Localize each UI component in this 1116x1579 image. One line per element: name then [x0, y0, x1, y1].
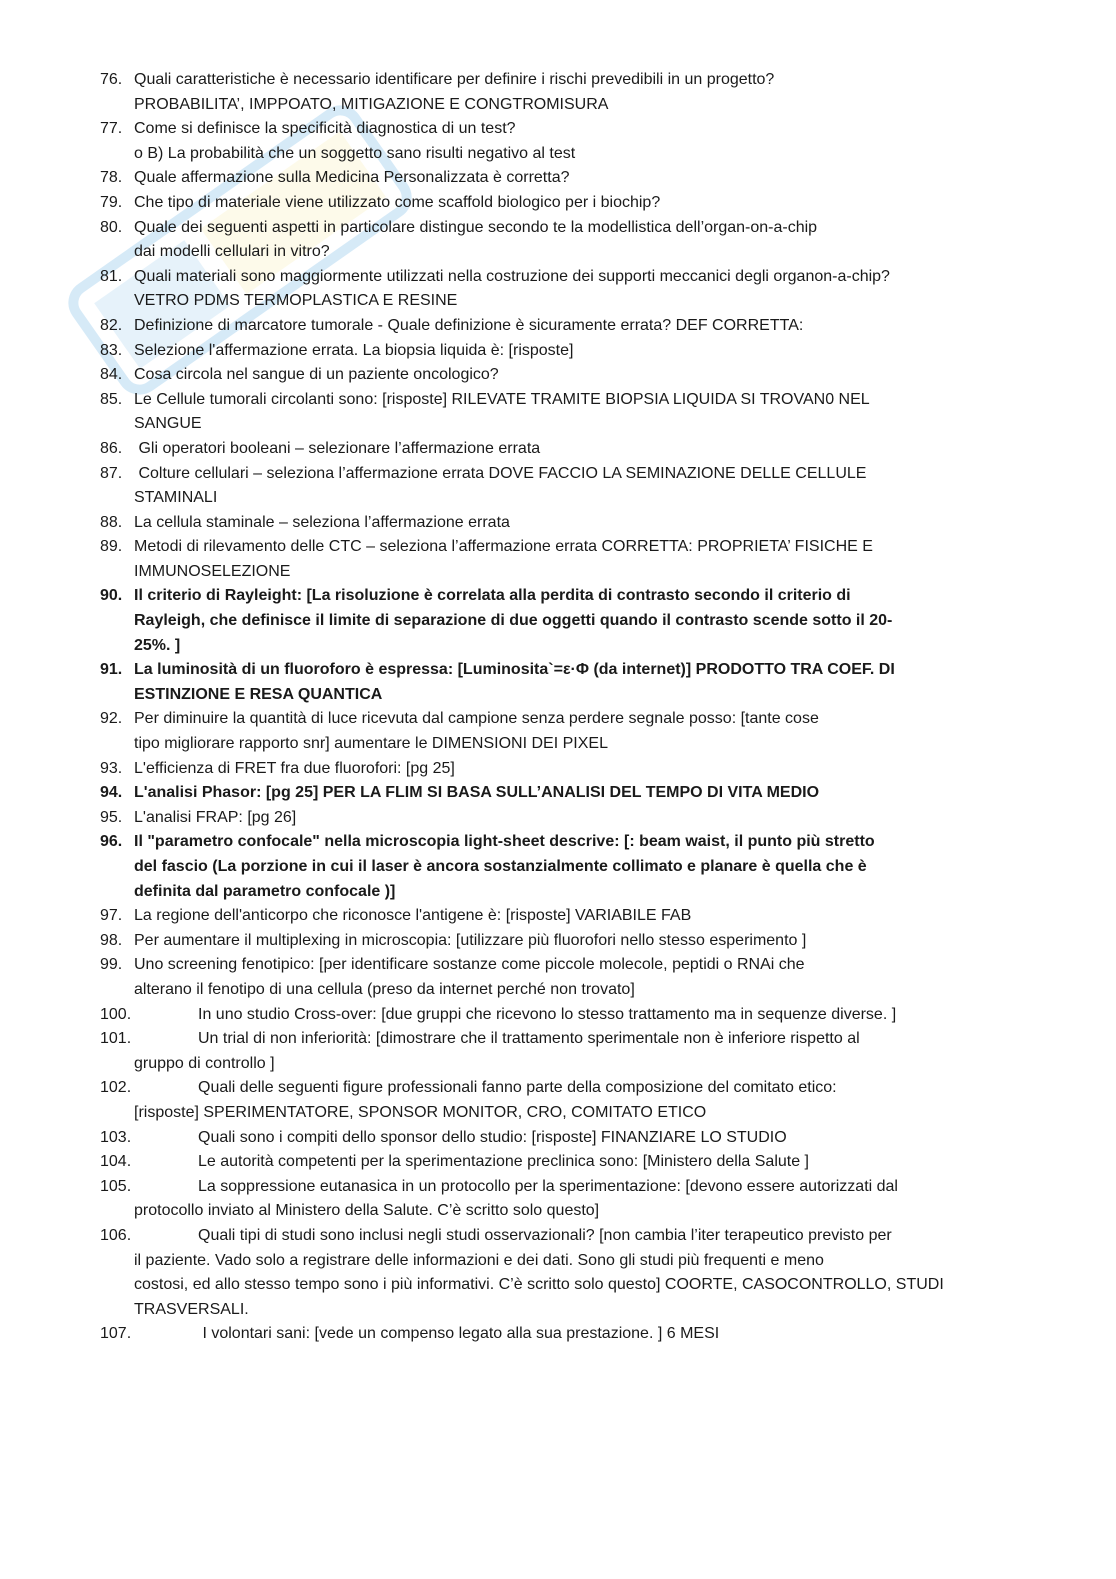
- list-item: [100, 584, 1060, 658]
- list-item: [100, 535, 1060, 584]
- item-number: 107.: [100, 1325, 132, 1343]
- list-item: [100, 339, 1060, 364]
- item-text: [100, 1322, 1060, 1347]
- item-line: L'efficienza di FRET fra due fluorofori: [pg 25]: [134, 759, 455, 777]
- item-text: [100, 1150, 1060, 1175]
- list-item: [100, 806, 1060, 831]
- item-line: Selezione l'affermazione errata. La biopsia liquida è: [risposte]: [134, 341, 574, 359]
- item-text: [100, 1027, 1060, 1052]
- list-item: [100, 265, 1060, 314]
- item-line: PROBABILITA’, IMPPOATO, MITIGAZIONE E CONGTROMISURA: [134, 95, 609, 113]
- item-text-continuation: [100, 978, 1060, 1003]
- item-text: [100, 707, 1060, 732]
- item-text: [100, 929, 1060, 954]
- item-line: il paziente. Vado solo a registrare delle informazioni e dei dati. Sono gli studi più frequenti e meno: [134, 1251, 824, 1269]
- item-text: [100, 216, 1060, 241]
- item-number: 97.: [100, 907, 123, 925]
- item-text: [100, 830, 1060, 855]
- list-item: [100, 1150, 1060, 1175]
- item-line: Le Cellule tumorali circolanti sono: [risposte] RILEVATE TRAMITE BIOPSIA LIQUIDA SI TROVAN0 NEL: [134, 390, 870, 408]
- list-item: [100, 1126, 1060, 1151]
- item-line: Le autorità competenti per la sperimentazione preclinica sono: [Ministero della Salute ]: [198, 1153, 809, 1171]
- item-number: 105.: [100, 1177, 132, 1195]
- item-text-continuation: [100, 634, 1060, 659]
- item-number: 86.: [100, 439, 123, 457]
- item-line: IMMUNOSELEZIONE: [134, 562, 291, 580]
- list-item: [100, 191, 1060, 216]
- item-line: Quali tipi di studi sono inclusi negli studi osservazionali? [non cambia l’iter terapeutico previsto per: [198, 1226, 892, 1244]
- item-line: Quali caratteristiche è necessario identificare per definire i rischi prevedibili in un progetto?: [134, 71, 775, 88]
- item-line: Un trial di non inferiorità: [dimostrare che il trattamento sperimentale non è inferiore rispetto al: [198, 1030, 860, 1048]
- item-number: 91.: [100, 661, 123, 679]
- item-number: 89.: [100, 538, 123, 556]
- list-item: [100, 1027, 1060, 1076]
- list-item: [100, 388, 1060, 437]
- item-line: La cellula staminale – seleziona l’affermazione errata: [134, 513, 510, 531]
- item-text: [100, 953, 1060, 978]
- list-item: [100, 757, 1060, 782]
- item-text: [100, 388, 1060, 413]
- item-text-continuation: [100, 289, 1060, 314]
- item-number: 99.: [100, 956, 123, 974]
- item-line: I volontari sani: [vede un compenso legato alla sua prestazione. ] 6 MESI: [198, 1325, 720, 1343]
- item-text: [100, 904, 1060, 929]
- item-number: 83.: [100, 341, 123, 359]
- item-line: dai modelli cellulari in vitro?: [134, 243, 330, 261]
- item-text: [100, 462, 1060, 487]
- item-line: SANGUE: [134, 415, 202, 433]
- item-line: L'analisi Phasor: [pg 25] PER LA FLIM SI BASA SULL’ANALISI DEL TEMPO DI VITA MEDIO: [134, 784, 820, 802]
- item-number: 88.: [100, 513, 123, 531]
- item-line: definita dal parametro confocale )]: [134, 882, 396, 900]
- item-line: STAMINALI: [134, 489, 218, 507]
- item-text-continuation: [100, 855, 1060, 880]
- list-item: [100, 437, 1060, 462]
- list-item: [100, 363, 1060, 388]
- item-line: Uno screening fenotipico: [per identificare sostanze come piccole molecole, peptidi o RNAi che: [134, 956, 805, 974]
- list-item: [100, 1322, 1060, 1347]
- item-text: [100, 166, 1060, 191]
- list-item: [100, 658, 1060, 707]
- item-number: 79.: [100, 193, 123, 211]
- item-text-continuation: [100, 1199, 1060, 1224]
- item-text: [100, 1224, 1060, 1249]
- item-line: In uno studio Cross-over: [due gruppi che ricevono lo stesso trattamento ma in sequenze diverse. ]: [198, 1005, 897, 1023]
- item-text: [100, 265, 1060, 290]
- item-text: [100, 363, 1060, 388]
- item-number: 87.: [100, 464, 123, 482]
- item-text-continuation: [100, 1052, 1060, 1077]
- item-number: 85.: [100, 390, 123, 408]
- item-line: Come si definisce la specificità diagnostica di un test?: [134, 120, 516, 138]
- item-line: Il criterio di Rayleight: [La risoluzione è correlata alla perdita di contrasto secondo il criterio di: [134, 587, 851, 605]
- question-list: [100, 68, 1060, 1347]
- item-text: [100, 339, 1060, 364]
- item-line: La soppressione eutanasica in un protocollo per la sperimentazione: [devono essere autorizzati dal: [198, 1177, 898, 1195]
- item-text-continuation: [100, 142, 1060, 167]
- item-number: 92.: [100, 710, 123, 728]
- item-line: TRASVERSALI.: [134, 1300, 249, 1318]
- item-line: Quali sono i compiti dello sponsor dello studio: [risposte] FINANZIARE LO STUDIO: [198, 1128, 787, 1146]
- item-text: [100, 68, 1060, 93]
- item-text-continuation: [100, 609, 1060, 634]
- item-line: Cosa circola nel sangue di un paziente oncologico?: [134, 366, 499, 384]
- list-item: [100, 1003, 1060, 1028]
- list-item: [100, 953, 1060, 1002]
- item-line: Per aumentare il multiplexing in microscopia: [utilizzare più fluorofori nello stesso esperimento ]: [134, 931, 807, 949]
- item-text-continuation: [100, 683, 1060, 708]
- list-item: [100, 166, 1060, 191]
- item-number: 95.: [100, 808, 123, 826]
- item-line: VETRO PDMS TERMOPLASTICA E RESINE: [134, 292, 458, 310]
- list-item: [100, 929, 1060, 954]
- item-text-continuation: [100, 732, 1060, 757]
- item-line: protocollo inviato al Ministero della Salute. C’è scritto solo questo]: [134, 1202, 600, 1220]
- list-item: [100, 781, 1060, 806]
- item-line: L'analisi FRAP: [pg 26]: [134, 808, 297, 826]
- item-text: [100, 314, 1060, 339]
- list-item: [100, 1076, 1060, 1125]
- list-item: [100, 1175, 1060, 1224]
- item-text: [100, 1126, 1060, 1151]
- item-text: [100, 806, 1060, 831]
- item-number: 103.: [100, 1128, 132, 1146]
- item-text: [100, 1003, 1060, 1028]
- item-line: alterano il fenotipo di una cellula (preso da internet perché non trovato]: [134, 980, 635, 998]
- item-number: 80.: [100, 218, 123, 236]
- item-text-continuation: [100, 412, 1060, 437]
- item-number: 90.: [100, 587, 123, 605]
- item-number: 96.: [100, 833, 123, 851]
- item-number: 101.: [100, 1030, 132, 1048]
- item-line: Per diminuire la quantità di luce ricevuta dal campione senza perdere segnale posso: [tante cose: [134, 710, 819, 728]
- item-text: [100, 117, 1060, 142]
- item-line: ESTINZIONE E RESA QUANTICA: [134, 685, 383, 703]
- item-number: 106.: [100, 1226, 132, 1244]
- item-line: Gli operatori booleani – selezionare l’affermazione errata: [134, 439, 541, 457]
- item-number: 102.: [100, 1079, 132, 1097]
- item-number: 81.: [100, 267, 123, 285]
- item-text: [100, 191, 1060, 216]
- list-item: [100, 216, 1060, 265]
- list-item: [100, 314, 1060, 339]
- item-line: Quale affermazione sulla Medicina Personalizzata è corretta?: [134, 169, 570, 187]
- item-line: La luminosità di un fluoroforo è espressa: [Luminosita`=ε·Φ (da internet)] PRODOTTO TRA COEF. DI: [134, 661, 895, 679]
- item-line: Quali materiali sono maggiormente utilizzati nella costruzione dei supporti meccanici degli organon-a-chip?: [134, 267, 890, 285]
- item-text-continuation: [100, 1101, 1060, 1126]
- item-text-continuation: [100, 880, 1060, 905]
- item-line: Rayleigh, che definisce il limite di separazione di due oggetti quando il contrasto scende sotto il 20-: [134, 612, 893, 630]
- item-text-continuation: [100, 93, 1060, 118]
- item-line: Il "parametro confocale" nella microscopia light-sheet descrive: [: beam waist, il punto più stretto: [134, 833, 875, 851]
- list-item: [100, 68, 1060, 117]
- item-line: del fascio (La porzione in cui il laser è ancora sostanzialmente collimato e planare è quella che è: [134, 858, 867, 875]
- item-text: [100, 437, 1060, 462]
- item-text-continuation: [100, 1273, 1060, 1298]
- item-line: o B) La probabilità che un soggetto sano risulti negativo al test: [134, 144, 576, 162]
- item-text-continuation: [100, 1298, 1060, 1323]
- item-text: [100, 781, 1060, 806]
- item-line: 25%. ]: [134, 636, 181, 654]
- item-line: Quale dei seguenti aspetti in particolare distingue secondo te la modellistica dell’organ-on-a-chip: [134, 218, 818, 236]
- item-line: Definizione di marcatore tumorale - Quale definizione è sicuramente errata? DEF CORRETTA:: [134, 316, 804, 334]
- item-text: [100, 1175, 1060, 1200]
- item-text: [100, 757, 1060, 782]
- item-text-continuation: [100, 560, 1060, 585]
- list-item: [100, 462, 1060, 511]
- item-number: 82.: [100, 316, 123, 334]
- item-line: Quali delle seguenti figure professionali fanno parte della composizione del comitato etico:: [198, 1079, 837, 1097]
- item-text: [100, 511, 1060, 536]
- item-number: 94.: [100, 784, 123, 802]
- item-number: 76.: [100, 71, 123, 88]
- item-number: 98.: [100, 931, 123, 949]
- item-text-continuation: [100, 240, 1060, 265]
- item-line: gruppo di controllo ]: [134, 1054, 275, 1072]
- list-item: [100, 904, 1060, 929]
- item-line: Colture cellulari – seleziona l’affermazione errata DOVE FACCIO LA SEMINAZIONE DELLE CELLULE: [134, 464, 867, 482]
- item-text: [100, 658, 1060, 683]
- item-line: costosi, ed allo stesso tempo sono i più informativi. C’è scritto solo questo] COORTE, CASOCONTROLLO, STUDI: [134, 1276, 944, 1294]
- item-text-continuation: [100, 486, 1060, 511]
- item-line: tipo migliorare rapporto snr] aumentare le DIMENSIONI DEI PIXEL: [134, 735, 608, 753]
- item-number: 78.: [100, 169, 123, 187]
- list-item: [100, 830, 1060, 904]
- item-text: [100, 1076, 1060, 1101]
- list-item: [100, 707, 1060, 756]
- item-line: La regione dell'anticorpo che riconosce l'antigene è: [risposte] VARIABILE FAB: [134, 907, 692, 925]
- list-item: [100, 117, 1060, 166]
- list-item: [100, 1224, 1060, 1322]
- item-line: [risposte] SPERIMENTATORE, SPONSOR MONITOR, CRO, COMITATO ETICO: [134, 1103, 707, 1121]
- item-text-continuation: [100, 1249, 1060, 1274]
- item-number: 104.: [100, 1153, 132, 1171]
- item-number: 93.: [100, 759, 123, 777]
- item-number: 100.: [100, 1005, 132, 1023]
- item-text: [100, 535, 1060, 560]
- list-item: [100, 511, 1060, 536]
- item-text: [100, 584, 1060, 609]
- item-number: 77.: [100, 120, 123, 138]
- item-line: Che tipo di materiale viene utilizzato come scaffold biologico per i biochip?: [134, 193, 661, 211]
- item-number: 84.: [100, 366, 123, 384]
- item-line: Metodi di rilevamento delle CTC – seleziona l’affermazione errata CORRETTA: PROPRIETA’ FISICHE E: [134, 538, 873, 556]
